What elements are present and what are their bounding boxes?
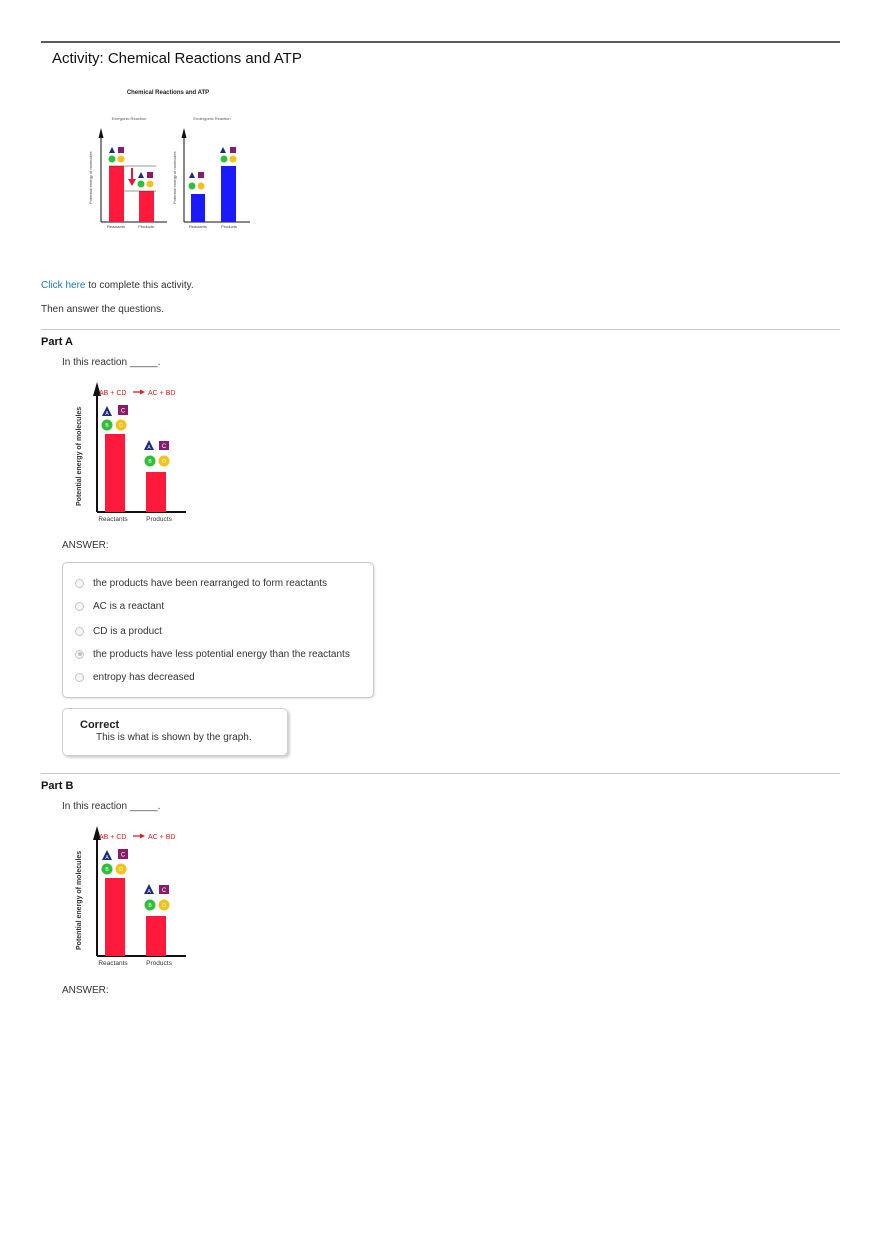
part-b-divider	[41, 773, 840, 774]
part-b-x-products: Products	[146, 960, 172, 967]
part-a-equation-left: AB + CD	[99, 390, 127, 397]
part-b-title: Part B	[41, 780, 74, 792]
option-label: AC is a reactant	[93, 600, 165, 612]
part-b-products-bar	[146, 916, 166, 956]
radio-button-selected[interactable]	[75, 650, 84, 659]
part-b-y-label: Potential energy of molecules	[76, 850, 83, 950]
exergonic-x-products: Products	[138, 224, 154, 229]
endergonic-title: Endergonic Reaction	[193, 116, 231, 121]
part-b-equation-left: AB + CD	[99, 834, 127, 841]
part-a-answer-label: ANSWER:	[62, 540, 109, 551]
svg-text:A: A	[105, 411, 109, 417]
link-suffix: to complete this activity.	[85, 280, 194, 291]
endergonic-y-label: Potential energy of molecules	[172, 151, 177, 204]
option-label: the products have less potential energy than the reactants	[93, 648, 350, 660]
part-a-graph	[70, 380, 195, 525]
exergonic-x-reactants: Reactants	[106, 224, 126, 229]
part-a-divider	[41, 329, 840, 330]
part-a-question: In this reaction _____.	[62, 357, 161, 368]
svg-text:B: B	[105, 867, 109, 873]
activity-link-line	[41, 280, 194, 291]
part-a-reactants-bar	[105, 434, 125, 512]
svg-text:D: D	[119, 423, 123, 429]
option-label: entropy has decreased	[93, 671, 195, 683]
svg-text:C: C	[161, 888, 167, 894]
top-divider	[41, 41, 840, 43]
activity-title: Activity: Chemical Reactions and ATP	[52, 50, 302, 67]
part-a-x-products: Products	[146, 516, 172, 523]
radio-button[interactable]	[75, 579, 84, 588]
answer-option-selected[interactable]	[75, 647, 350, 661]
figure-heading: Chemical Reactions and ATP	[126, 90, 210, 96]
svg-text:C: C	[120, 852, 126, 859]
radio-button[interactable]	[75, 673, 84, 682]
activity-figure	[84, 84, 254, 234]
part-b-question: In this reaction _____.	[62, 801, 161, 812]
feedback-box	[62, 708, 288, 756]
part-a-answer-box	[62, 562, 374, 698]
option-label: the products have been rearranged to form reactants	[93, 577, 328, 589]
part-a-x-reactants: Reactants	[98, 516, 128, 523]
click-here-link[interactable]: Click here	[41, 280, 86, 291]
exergonic-y-label: Potential energy of molecules	[88, 151, 93, 204]
answer-option[interactable]	[75, 576, 327, 590]
instruction-text: Then answer the questions.	[41, 304, 164, 315]
svg-text:B: B	[148, 459, 152, 465]
svg-text:D: D	[162, 903, 166, 909]
svg-text:B: B	[148, 903, 152, 909]
endergonic-x-products: Products	[221, 224, 237, 229]
feedback-text: This is what is shown by the graph.	[96, 732, 252, 743]
radio-button[interactable]	[75, 602, 84, 611]
svg-text:B: B	[105, 423, 109, 429]
exergonic-title: Exergonic Reaction	[111, 116, 147, 121]
part-a-title: Part A	[41, 336, 73, 348]
feedback-title: Correct	[80, 719, 120, 731]
svg-text:A: A	[147, 889, 151, 895]
answer-option[interactable]	[75, 670, 195, 684]
svg-text:A: A	[105, 855, 109, 861]
endergonic-reactants-bar	[191, 194, 205, 222]
part-b-reactants-bar	[105, 878, 125, 956]
answer-option[interactable]	[75, 599, 164, 613]
svg-text:A: A	[147, 445, 151, 451]
part-a-equation-right: AC + BD	[148, 390, 176, 397]
exergonic-products-bar	[139, 191, 154, 222]
answer-option[interactable]	[75, 624, 162, 638]
part-b-equation-right: AC + BD	[148, 834, 176, 841]
option-label: CD is a product	[93, 625, 162, 637]
svg-text:D: D	[162, 459, 166, 465]
part-a-products-bar	[146, 472, 166, 512]
endergonic-x-reactants: Reactants	[188, 224, 208, 229]
exergonic-reactants-bar	[109, 166, 124, 222]
radio-button[interactable]	[75, 627, 84, 636]
part-b-answer-label: ANSWER:	[62, 985, 109, 996]
part-b-graph	[70, 824, 195, 969]
part-b-x-reactants: Reactants	[98, 960, 128, 967]
part-a-y-label: Potential energy of molecules	[76, 406, 83, 506]
endergonic-products-bar	[221, 166, 236, 222]
svg-text:D: D	[119, 867, 123, 873]
svg-text:C: C	[120, 408, 126, 415]
svg-text:C: C	[161, 444, 167, 450]
